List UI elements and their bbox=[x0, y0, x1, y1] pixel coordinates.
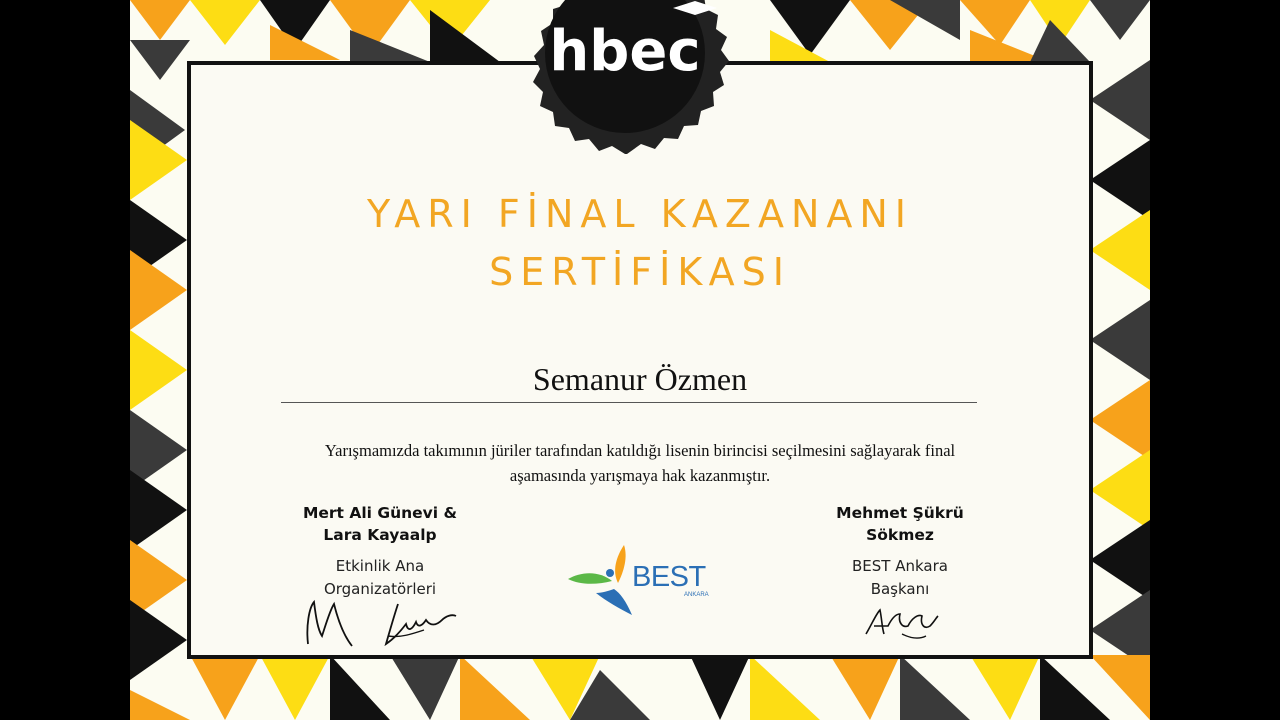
left-signatory-name bbox=[290, 502, 470, 546]
right-signatory-name bbox=[820, 502, 980, 546]
right-signatory-name-line1: Mehmet Şükrü bbox=[836, 504, 964, 522]
name-underline bbox=[281, 402, 977, 403]
left-signatory-role-line2: Organizatörleri bbox=[323, 580, 437, 598]
left-signatory-role bbox=[290, 555, 470, 601]
recipient-name: Semanur Özmen bbox=[532, 361, 748, 397]
left-signatures bbox=[300, 596, 465, 652]
best-logo-text: BEST bbox=[632, 561, 706, 593]
hbec-logo-text: hbec bbox=[549, 19, 701, 84]
certificate-description: Yarışmamızda takımının jüriler tarafından katıldığı lisenin birincisi seçilmesini sağlayarak final aşamasında yarışmaya hak kazanmıştır. bbox=[324, 441, 956, 485]
certificate-title-line2: SERTİFİKASI bbox=[489, 250, 791, 294]
right-signature bbox=[862, 604, 942, 646]
right-signatory-role-line2: Başkanı bbox=[870, 580, 930, 598]
hbec-logo-badge bbox=[505, 0, 745, 154]
certificate-title-line1: YARI FİNAL KAZANANI bbox=[366, 192, 913, 236]
right-signatory-name-line2: Sökmez bbox=[866, 526, 934, 544]
left-signatory-name-line1: Mert Ali Günevi & bbox=[302, 504, 458, 522]
left-signatory-role-line1: Etkinlik Ana bbox=[335, 557, 425, 575]
best-logo-subtext: ANKARA bbox=[684, 592, 709, 598]
right-signatory-role-line1: BEST Ankara bbox=[852, 557, 948, 575]
right-signatory-role bbox=[820, 555, 980, 601]
left-signatory-name-line2: Lara Kayaalp bbox=[323, 526, 437, 544]
